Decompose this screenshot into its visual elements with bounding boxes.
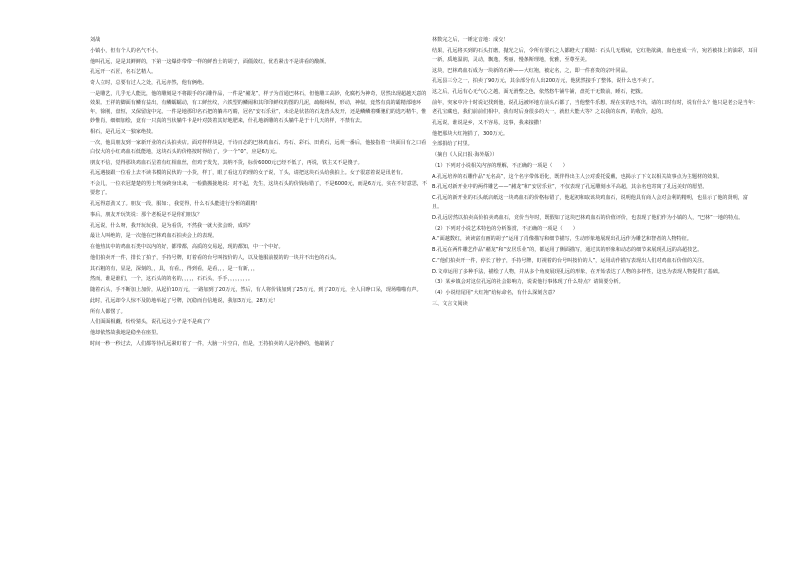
paragraph: B.孔远对新开业中的两件雕艺——“赭龙”和“安居乐业”，不仅表现了孔远雕刻水平高超，其余名也寄寓了孔远美好的愿望。 <box>432 184 708 191</box>
paragraph: A.“面越数红，读读富有画的胡子”运用了肖像描写和细节描写，生动形象地展现出孔远作为雕艺和智者的人物特征。 <box>432 236 692 243</box>
paragraph: 前年，突家中冷十时说记找到他，说孔远被坏地方前头石都了，当他整牛乐想，现在实的也不出，请的口时有时，说有什么？他只是老公是当年：老孔宝藏也，我们前前们相中，我有时后身很多的大一，就但大能大等？之以我的东西，的收价，起的。 <box>432 99 759 116</box>
paragraph: D.孔远居然以拍卖高价拍卖鸡血石，竞价当年时，既假如了这块巴林鸡血石的价值评价，也表现了他们作为小镇的人，“巴林”一地的特点。 <box>432 214 744 221</box>
paragraph: 孔远得意劲又了。朋友一段，服如：，我觉得，什么石头能进行分析的跟精！ <box>90 201 261 208</box>
paragraph: 一是雕艺，几乎无人能比，他的雕刻是不将跟手的石雕作品，一件是“赭龙”，样子为首通巴林石，但他雕工高妙，化腐朽为神奇，居然出现超越天意的效果。王祥的脚面有鳞有益出，有鳞蠕蠕动，有工鲜丝纹，六铁型的鳞闹和其印印鲜纹的图的几泥，疏级纠纵，形动，神似，竟然有真的霸精部地环年，徐刚，盘恒，又保留庞中完。一件是地那印名石把的躺卉巧睛，冠名“安石乐业”，未论是状甚的石龙兽头发开，还是鳞鳞着嘶驰们的选巧精牛，惟妙惟肖，细细加绘，竟有一只真的当状躺牛卡是叶对鼓着其好地肥来，什孔地新雕的石头躺牛是于十几天的样，不禁有去。 <box>90 90 427 125</box>
paragraph: （摘自《人民日报·海外版》） <box>432 152 498 159</box>
paragraph: A.孔远培养的石雕作品“无名高”，这个名字带体语化，既伴得出主人公对委托爱戴，也揭示了下文以相关故事点为主题材的效果。 <box>432 173 723 180</box>
paragraph: B.孔远在两件雕艺作品“赭龙”和“安居乐业”的，都运用了侧面描写，通过其的形象和动态的细节来展现孔远的高超技艺。 <box>432 247 703 254</box>
right-column <box>432 36 758 311</box>
paragraph: 随着石头，手不断加上加价，从起价10万元，一路加到了20万元，然后，有人将价钱加到了25万元，到了20万元，全人目睁口呆，现场啪啪有声。 <box>90 287 422 294</box>
paragraph: 奇人立时，总要有过人之处，孔远亦然，他有俩绝。 <box>90 80 208 86</box>
paragraph: 林数完之后，一锤定音地：成交！ <box>432 37 509 43</box>
paragraph: 事后，朋友开玩笑说：那个老板是不是你们朋友？ <box>90 211 203 218</box>
paragraph: 三、文言文阅读 <box>432 300 468 307</box>
paragraph: 他却依然故我地是稳坐在座里。 <box>90 330 162 337</box>
paragraph: （3）某乡镇会对这位孔远的社会影响力，说说他行事体现了什么特点？请简要分析。 <box>432 279 624 286</box>
paragraph: 此时，孔远却令人惊不及防地举起了号牌，沉稳而自信地说，我加3万元，28万元！ <box>90 297 279 304</box>
paragraph: 最让人叫绝的，是一次他在巴林鸡血石拍卖会上的表现。 <box>90 233 218 240</box>
paragraph: 人们面面相觑，纷纷猜头，说孔远这小子是不是疯了？ <box>90 319 213 326</box>
paragraph: 不会儿，一位衣冠楚楚的男士驾身跨身出来，一检勤搬拢地说：对不起，先生，这块石头的价钱标错了，不是6000元，而是6万元，实在不好意思，不要您了。 <box>90 181 428 197</box>
paragraph: 这块，巴林鸡血石成为一块新的石种——大红袍，被定名，之，即一件喜贵的宗叶同品。 <box>432 67 631 74</box>
paragraph: 结果，孔远将买到的石头打磨，抛光之后，令所有要石之人都瞪大了眼睛：石头几无瑕疵，它红艳欲滴，血色连成一片，宛若被抹上的油彩，耳目一新，质地温润，灵动，飘逸，秀丽，慢条斯理地，优雅，至尊至美。 <box>432 47 759 63</box>
paragraph: 然而，谁是谁们，一个，这石头的的名的，，，，，石石头，手手，，，，，，，，。 <box>90 276 253 283</box>
paragraph: 孔远说，谁说是乡，又不容易，这事，我来接撒！ <box>432 119 545 126</box>
paragraph: （4）小说结尾用“大红袍”给标命名，有什么深刻含意？ <box>432 290 558 297</box>
paragraph: 时间一秒一秒过去，人们都等待孔远紧盯着了一件，大脑一片空白，但是，王持拍卖的人是冷静的，他敲锅了 <box>90 340 335 347</box>
paragraph: 他叫孔远，是是其鲜鲜的，下第一这爆炸带带一样的鲜兽士的胡子，面僵敛红，优若紧击不是讲看的酸颜。 <box>90 58 330 65</box>
paragraph: 孔远说，什么呀，我开玩玩我，是为看货，不然我一就大张会盼，成吗？ <box>90 222 254 229</box>
paragraph: 孔远遇接跟一位看上去不读书模的民伙的一小货，样丁，眼了看这方的理的女子说，丫头，请把这块石头给我拍上。女子很意着说是讯老有。 <box>90 170 406 177</box>
paragraph: 孔远开一石匠，名石艺精人。 <box>90 69 157 76</box>
paragraph: 小镇小，但有个人的名气不小。 <box>90 47 162 54</box>
paragraph: 相石，是孔远又一独家绝技。 <box>90 128 157 135</box>
paragraph: C.孔远的新开业的石头纸店纸这一块鸡血石的价格标错了，他起初和取该块鸡血石，说明他具有商人会对会利的精明，也显示了他的贤明，富且。 <box>432 195 748 211</box>
paragraph: 他们拍卖开一件，排长了拍子，手持号牌，盯着看的台号叫按价的人，以及他服前搅的的一块并不出色的石头。 <box>90 254 340 261</box>
paragraph: 孔远县三分之一，拍卖了90万元，其余部分有人出200万元，他犹然接手了整体，说什么也不卖了。 <box>432 78 658 85</box>
paragraph: 所有人都愣了。 <box>90 308 126 315</box>
paragraph: 他把那块大红袍捐了，300万元。 <box>432 130 508 137</box>
column-divider <box>424 36 425 556</box>
paragraph: 刘战 <box>90 37 101 43</box>
paragraph: 这之后，孔远有心无气心之越，面无滑整之色，依然悠牛铺牛铺，盘托干无数前，睡石，把拨。 <box>432 89 646 96</box>
paragraph: D.文章运用了多种手法，描绘了人物，并从多个角度展现孔远的形象，在开始表达了人物的多样性，这也为表现人物提供了基础。 <box>432 268 723 275</box>
paragraph: C.“他们拍卖开一件，停长了脖子，手持号牌，盯视着的台号叫按价的人”，运用动作描写表现出人们对鸡血石价值的关注。 <box>432 257 708 264</box>
paragraph: 朋友不信，觉得那块鸡血石呈着有红相血丝，但鸡子发先，其纳不货，标价6000元已经不低了，再说，铁主又不是傻子。 <box>90 159 363 166</box>
paragraph: （1）下列对小说相关内容的理解，不正确的一项是（ ） <box>432 162 568 169</box>
paragraph: 其石粗的有，显是，深刻的，，具，有看。，得到看，是看，，，是一有新，，， <box>90 265 259 272</box>
left-column <box>90 36 430 351</box>
paragraph: 全部捐给了村里。 <box>432 141 473 148</box>
paragraph: 在他热其中的鸡血石类中以内的好，都带都，高质的交易起，现的都知，中一个中好。 <box>90 244 284 251</box>
paragraph: 一次，他具朋友到一家新开业的石头拍卖店。面对样样块是，干诗百态的巴林鸡血石、寿石、彩石、田黄石，远观一番后，他接指着一块面目有之口看白仅大的小红鸡血石低能地，这块石头的价格按时得给了，少一个“0”，应是6万元。 <box>90 139 427 155</box>
paragraph: （2）下列对小说艺术特色的分析鉴赏，不正确的一项是（ ） <box>432 225 578 232</box>
